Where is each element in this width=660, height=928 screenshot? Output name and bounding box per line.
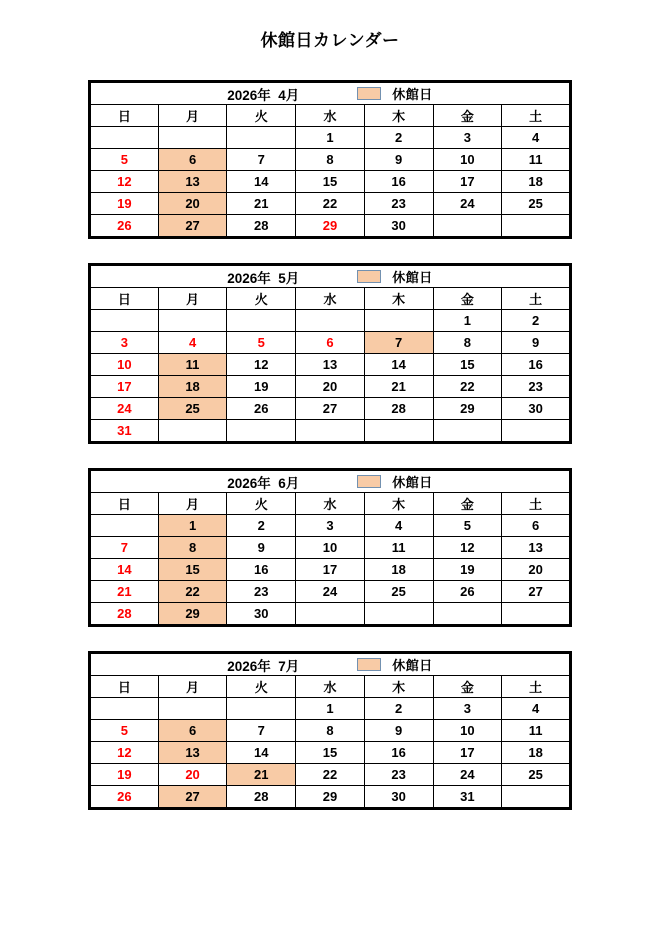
day-cell: 16	[502, 354, 571, 376]
weekday-header-1: 月	[158, 288, 227, 310]
day-cell-empty	[433, 420, 502, 443]
day-cell: 26	[90, 215, 159, 238]
week-row	[90, 603, 571, 626]
day-cell: 24	[90, 398, 159, 420]
week-row	[90, 354, 571, 376]
weekday-header-6: 土	[502, 676, 571, 698]
day-cell-closed: 20	[158, 193, 227, 215]
day-cell-empty	[90, 515, 159, 537]
legend	[357, 472, 433, 491]
month-header-row	[90, 470, 571, 493]
weekday-header-4: 木	[364, 288, 433, 310]
day-cell: 26	[227, 398, 296, 420]
legend-label: 休館日	[392, 475, 433, 490]
day-cell: 18	[502, 742, 571, 764]
week-row	[90, 786, 571, 809]
day-cell: 31	[433, 786, 502, 809]
weekday-header-row	[90, 288, 571, 310]
day-cell-closed: 13	[158, 742, 227, 764]
day-cell: 17	[433, 171, 502, 193]
day-cell: 31	[90, 420, 159, 443]
day-cell: 9	[364, 149, 433, 171]
day-cell: 11	[364, 537, 433, 559]
calendar-table	[88, 80, 572, 239]
day-cell-empty	[296, 603, 365, 626]
day-cell: 15	[296, 742, 365, 764]
weekday-header-3: 水	[296, 105, 365, 127]
legend	[357, 655, 433, 674]
day-cell: 30	[364, 215, 433, 238]
closed-day-swatch-icon	[357, 270, 381, 283]
day-cell: 23	[227, 581, 296, 603]
weekday-header-2: 火	[227, 105, 296, 127]
day-cell: 26	[433, 581, 502, 603]
day-cell: 10	[90, 354, 159, 376]
closed-day-swatch-icon	[357, 87, 381, 100]
day-cell-empty	[90, 698, 159, 720]
day-cell: 23	[364, 764, 433, 786]
week-row	[90, 193, 571, 215]
day-cell: 4	[502, 698, 571, 720]
day-cell: 5	[433, 515, 502, 537]
day-cell: 9	[227, 537, 296, 559]
day-cell: 14	[90, 559, 159, 581]
day-cell-empty	[296, 420, 365, 443]
day-cell-empty	[433, 215, 502, 238]
day-cell-empty	[364, 603, 433, 626]
day-cell-empty	[227, 127, 296, 149]
day-cell-empty	[433, 603, 502, 626]
weekday-header-4: 木	[364, 105, 433, 127]
day-cell: 21	[90, 581, 159, 603]
day-cell-empty	[227, 698, 296, 720]
day-cell: 5	[90, 149, 159, 171]
day-cell: 6	[296, 332, 365, 354]
day-cell: 21	[227, 193, 296, 215]
day-cell: 2	[502, 310, 571, 332]
day-cell-empty	[502, 420, 571, 443]
weekday-header-0: 日	[90, 105, 159, 127]
day-cell: 3	[90, 332, 159, 354]
week-row	[90, 515, 571, 537]
day-cell: 22	[296, 193, 365, 215]
day-cell: 16	[227, 559, 296, 581]
day-cell: 27	[296, 398, 365, 420]
day-cell: 3	[433, 698, 502, 720]
month-title: 2026年 7月	[227, 658, 300, 674]
day-cell: 11	[502, 720, 571, 742]
day-cell: 29	[296, 215, 365, 238]
day-cell: 12	[90, 171, 159, 193]
day-cell-empty	[502, 786, 571, 809]
day-cell: 28	[364, 398, 433, 420]
weekday-header-5: 金	[433, 676, 502, 698]
calendar-may-2026	[88, 263, 572, 444]
day-cell: 8	[433, 332, 502, 354]
weekday-header-row	[90, 105, 571, 127]
day-cell: 16	[364, 171, 433, 193]
day-cell: 3	[296, 515, 365, 537]
day-cell: 24	[433, 764, 502, 786]
weekday-header-6: 土	[502, 493, 571, 515]
day-cell-empty	[158, 310, 227, 332]
day-cell-empty	[158, 127, 227, 149]
day-cell-closed: 6	[158, 149, 227, 171]
day-cell-empty	[158, 420, 227, 443]
weekday-header-0: 日	[90, 493, 159, 515]
day-cell: 22	[433, 376, 502, 398]
day-cell-empty	[90, 310, 159, 332]
calendar-april-2026	[88, 80, 572, 239]
month-header-row	[90, 265, 571, 288]
legend-label: 休館日	[392, 87, 433, 102]
day-cell: 18	[364, 559, 433, 581]
day-cell: 4	[502, 127, 571, 149]
day-cell: 29	[296, 786, 365, 809]
day-cell: 19	[90, 193, 159, 215]
calendar-list	[0, 80, 660, 810]
day-cell: 3	[433, 127, 502, 149]
week-row	[90, 698, 571, 720]
day-cell: 12	[227, 354, 296, 376]
day-cell: 25	[502, 764, 571, 786]
calendar-table	[88, 468, 572, 627]
weekday-header-0: 日	[90, 288, 159, 310]
weekday-header-4: 木	[364, 676, 433, 698]
day-cell: 4	[158, 332, 227, 354]
day-cell: 9	[502, 332, 571, 354]
day-cell-closed: 27	[158, 215, 227, 238]
day-cell: 1	[296, 698, 365, 720]
weekday-header-row	[90, 493, 571, 515]
week-row	[90, 149, 571, 171]
weekday-header-5: 金	[433, 493, 502, 515]
day-cell: 4	[364, 515, 433, 537]
weekday-header-4: 木	[364, 493, 433, 515]
day-cell: 21	[364, 376, 433, 398]
day-cell: 5	[227, 332, 296, 354]
day-cell: 17	[90, 376, 159, 398]
day-cell: 30	[364, 786, 433, 809]
week-row	[90, 720, 571, 742]
day-cell: 1	[296, 127, 365, 149]
day-cell-closed: 8	[158, 537, 227, 559]
day-cell: 7	[227, 149, 296, 171]
week-row	[90, 537, 571, 559]
week-row	[90, 376, 571, 398]
day-cell: 14	[364, 354, 433, 376]
week-row	[90, 581, 571, 603]
weekday-header-2: 火	[227, 676, 296, 698]
day-cell: 17	[433, 742, 502, 764]
day-cell: 18	[502, 171, 571, 193]
month-title: 2026年 6月	[227, 475, 300, 491]
day-cell-closed: 6	[158, 720, 227, 742]
day-cell-empty	[502, 215, 571, 238]
day-cell: 24	[433, 193, 502, 215]
day-cell: 13	[502, 537, 571, 559]
month-title: 2026年 5月	[227, 270, 300, 286]
month-header-bar	[90, 470, 571, 493]
day-cell: 6	[502, 515, 571, 537]
legend-label: 休館日	[392, 270, 433, 285]
day-cell-empty	[364, 420, 433, 443]
day-cell-closed: 27	[158, 786, 227, 809]
legend-label: 休館日	[392, 658, 433, 673]
day-cell: 2	[364, 698, 433, 720]
calendar-table	[88, 263, 572, 444]
day-cell: 20	[296, 376, 365, 398]
calendar-july-2026	[88, 651, 572, 810]
day-cell: 15	[296, 171, 365, 193]
day-cell-empty	[502, 603, 571, 626]
day-cell: 30	[502, 398, 571, 420]
day-cell: 8	[296, 149, 365, 171]
day-cell-closed: 21	[227, 764, 296, 786]
day-cell: 10	[296, 537, 365, 559]
week-row	[90, 215, 571, 238]
day-cell: 30	[227, 603, 296, 626]
day-cell-empty	[158, 698, 227, 720]
weekday-header-1: 月	[158, 676, 227, 698]
day-cell-empty	[364, 310, 433, 332]
weekday-header-6: 土	[502, 288, 571, 310]
day-cell: 20	[158, 764, 227, 786]
day-cell-closed: 1	[158, 515, 227, 537]
day-cell: 14	[227, 742, 296, 764]
day-cell: 24	[296, 581, 365, 603]
month-header-bar	[90, 265, 571, 288]
day-cell: 15	[433, 354, 502, 376]
legend	[357, 267, 433, 286]
weekday-header-5: 金	[433, 105, 502, 127]
day-cell: 14	[227, 171, 296, 193]
page-title: 休館日カレンダー	[260, 31, 400, 50]
week-row	[90, 742, 571, 764]
day-cell: 9	[364, 720, 433, 742]
weekday-header-2: 火	[227, 493, 296, 515]
day-cell-empty	[227, 420, 296, 443]
day-cell-closed: 29	[158, 603, 227, 626]
day-cell: 7	[90, 537, 159, 559]
calendar-june-2026	[88, 468, 572, 627]
day-cell: 5	[90, 720, 159, 742]
day-cell: 16	[364, 742, 433, 764]
weekday-header-6: 土	[502, 105, 571, 127]
legend	[357, 84, 433, 103]
weekday-header-5: 金	[433, 288, 502, 310]
week-row	[90, 398, 571, 420]
week-row	[90, 420, 571, 443]
day-cell: 19	[90, 764, 159, 786]
day-cell: 20	[502, 559, 571, 581]
weekday-header-0: 日	[90, 676, 159, 698]
weekday-header-3: 水	[296, 288, 365, 310]
day-cell-closed: 15	[158, 559, 227, 581]
day-cell: 28	[227, 786, 296, 809]
day-cell: 1	[433, 310, 502, 332]
day-cell-closed: 25	[158, 398, 227, 420]
day-cell: 28	[227, 215, 296, 238]
day-cell: 27	[502, 581, 571, 603]
closed-day-swatch-icon	[357, 658, 381, 671]
day-cell: 17	[296, 559, 365, 581]
closed-day-swatch-icon	[357, 475, 381, 488]
week-row	[90, 559, 571, 581]
day-cell-empty	[296, 310, 365, 332]
day-cell: 19	[433, 559, 502, 581]
calendar-table	[88, 651, 572, 810]
week-row	[90, 171, 571, 193]
day-cell: 26	[90, 786, 159, 809]
month-title: 2026年 4月	[227, 87, 300, 103]
month-header-bar	[90, 653, 571, 676]
day-cell: 13	[296, 354, 365, 376]
weekday-header-3: 水	[296, 676, 365, 698]
day-cell: 29	[433, 398, 502, 420]
day-cell: 12	[90, 742, 159, 764]
day-cell: 7	[227, 720, 296, 742]
weekday-header-3: 水	[296, 493, 365, 515]
day-cell: 11	[502, 149, 571, 171]
day-cell: 2	[364, 127, 433, 149]
day-cell-closed: 11	[158, 354, 227, 376]
month-header-bar	[90, 82, 571, 105]
day-cell-empty	[90, 127, 159, 149]
day-cell: 2	[227, 515, 296, 537]
day-cell-closed: 7	[364, 332, 433, 354]
day-cell: 23	[502, 376, 571, 398]
weekday-header-1: 月	[158, 105, 227, 127]
weekday-header-row	[90, 676, 571, 698]
week-row	[90, 310, 571, 332]
weekday-header-2: 火	[227, 288, 296, 310]
day-cell: 25	[502, 193, 571, 215]
day-cell-closed: 18	[158, 376, 227, 398]
day-cell: 12	[433, 537, 502, 559]
day-cell: 8	[296, 720, 365, 742]
month-header-row	[90, 653, 571, 676]
day-cell-empty	[227, 310, 296, 332]
day-cell: 10	[433, 720, 502, 742]
day-cell-closed: 13	[158, 171, 227, 193]
week-row	[90, 332, 571, 354]
day-cell: 22	[296, 764, 365, 786]
week-row	[90, 764, 571, 786]
month-header-row	[90, 82, 571, 105]
day-cell-closed: 22	[158, 581, 227, 603]
day-cell: 25	[364, 581, 433, 603]
day-cell: 19	[227, 376, 296, 398]
day-cell: 23	[364, 193, 433, 215]
day-cell: 28	[90, 603, 159, 626]
week-row	[90, 127, 571, 149]
day-cell: 10	[433, 149, 502, 171]
weekday-header-1: 月	[158, 493, 227, 515]
